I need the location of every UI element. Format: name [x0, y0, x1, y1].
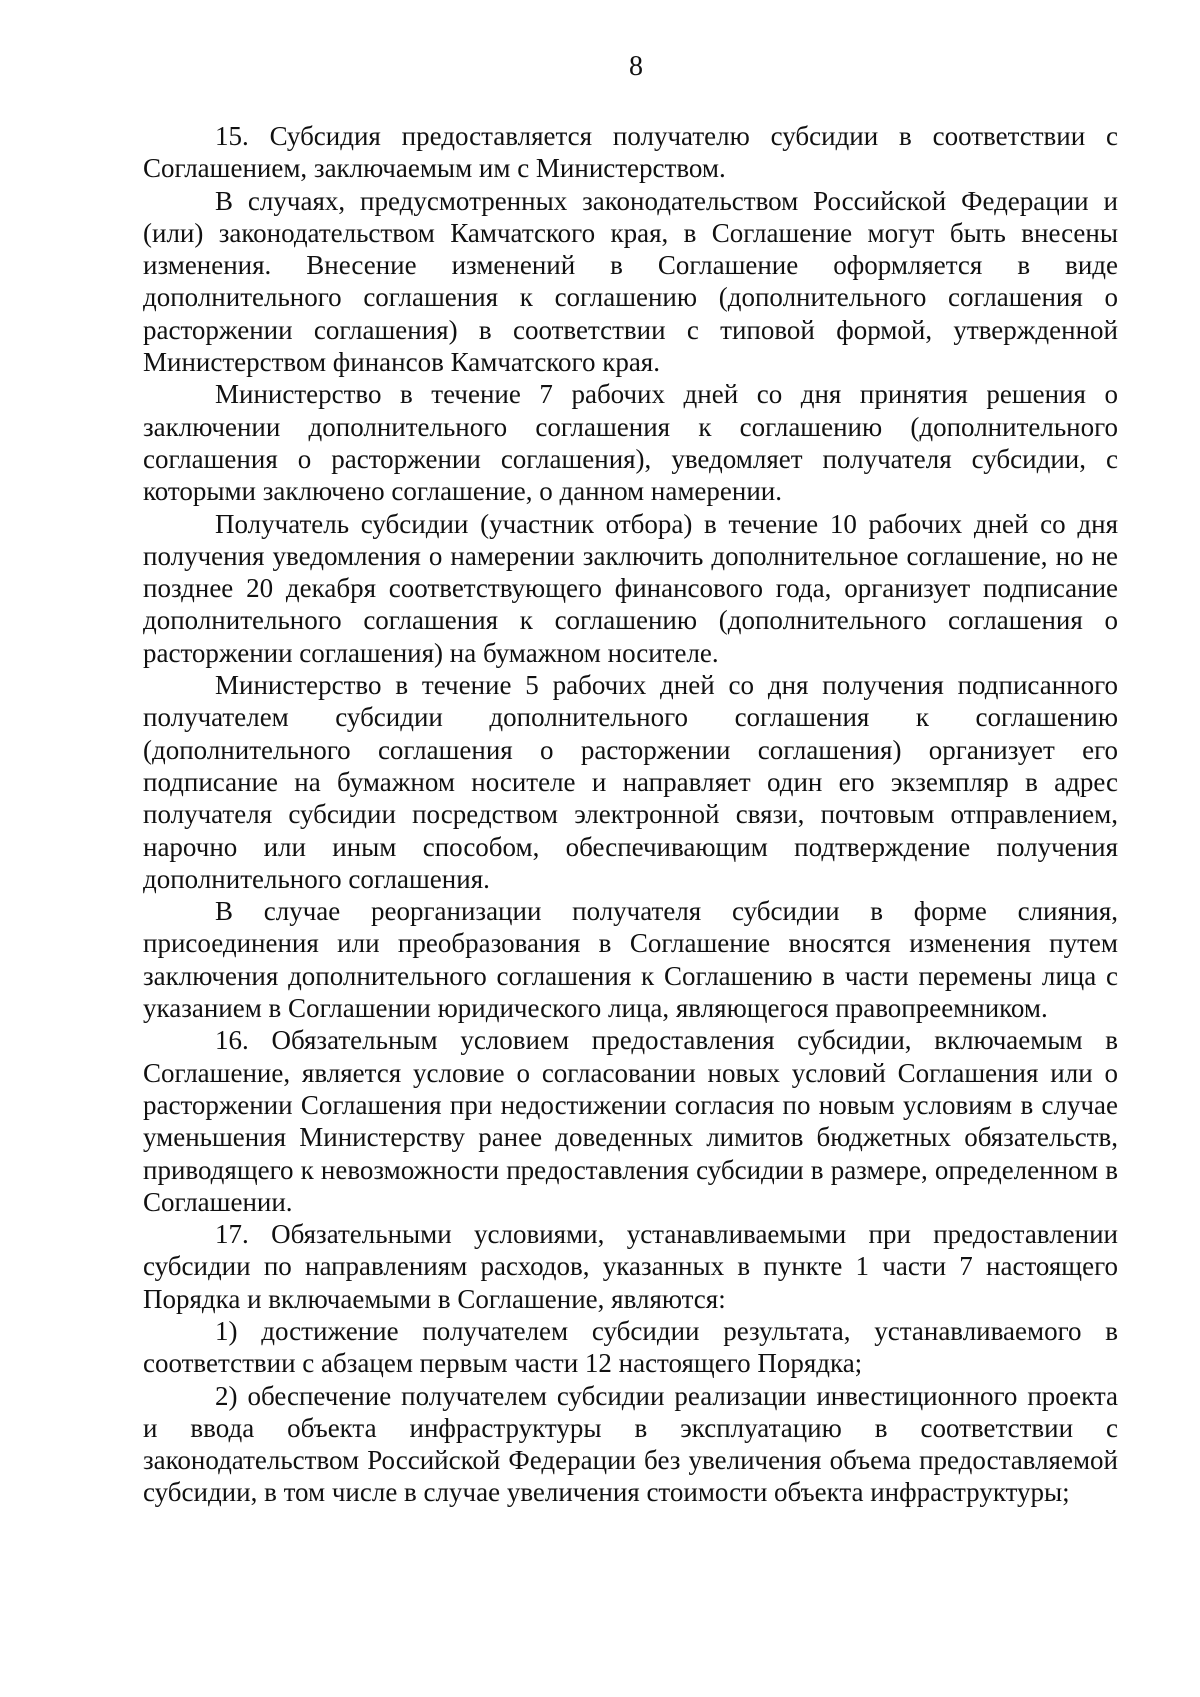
page-number: 8	[629, 51, 643, 82]
paragraph-amendments: В случаях, предусмотренных законодательством Российской Федерации и (или) законодательством Камчатского края, в Соглашение могут быть внесены изменения. Внесение изменений в Соглашение оформляется в виде дополнительного соглашения к соглашению (дополнительного соглашения о расторжении соглашения) в соответствии с типовой формой, утвержденной Министерством финансов Камчатского края.	[143, 185, 1118, 378]
list-item-1: 1) достижение получателем субсидии результата, устанавливаемого в соответствии с абзацем первым части 12 настоящего Порядка;	[143, 1315, 1118, 1379]
paragraph-16: 16. Обязательным условием предоставления субсидии, включаемым в Соглашение, является условие о согласовании новых условий Соглашения или о расторжении Соглашения при недостижении согласия по новым условиям в случае уменьшения Министерству ранее доведенных лимитов бюджетных обязательств, приводящего к невозможности предоставления субсидии в размере, определенном в Соглашении.	[143, 1025, 1118, 1217]
paragraph-reorganization: В случае реорганизации получателя субсидии в форме слияния, присоединения или преобразования в Соглашение вносятся изменения путем заключения дополнительного соглашения к Соглашению в части перемены лица с указанием в Соглашении юридического лица, являющегося правопреемником.	[143, 896, 1118, 1024]
paragraph-17: 17. Обязательными условиями, устанавливаемыми при предоставлении субсидии по направлениям расходов, указанных в пункте 1 части 7 настоящего Порядка и включаемыми в Соглашение, являются:	[143, 1219, 1118, 1314]
document-body	[143, 120, 1118, 1509]
paragraph-15: 15. Субсидия предоставляется получателю субсидии в соответствии с Соглашением, заключаемым им с Министерством.	[143, 121, 1118, 184]
list-item-2: 2) обеспечение получателем субсидии реализации инвестиционного проекта и ввода объекта инфраструктуры в эксплуатацию в соответствии с законодательством Российской Федерации без увеличения объема предоставляемой субсидии, в том числе в случае увеличения стоимости объекта инфраструктуры;	[143, 1380, 1118, 1508]
paragraph-ministry-notice: Министерство в течение 7 рабочих дней со дня принятия решения о заключении дополнительного соглашения к соглашению (дополнительного соглашения о расторжении соглашения), уведомляет получателя субсидии, с которыми заключено соглашение, о данном намерении.	[143, 379, 1118, 507]
paragraph-ministry-signing: Министерство в течение 5 рабочих дней со дня получения подписанного получателем субсидии дополнительного соглашения к соглашению (дополнительного соглашения о расторжении соглашения) организует его подписание на бумажном носителе и направляет один его экземпляр в адрес получателя субсидии посредством электронной связи, почтовым отправлением, нарочно или иным способом, обеспечивающим подтверждение получения дополнительного соглашения.	[143, 670, 1118, 894]
paragraph-recipient-signing: Получатель субсидии (участник отбора) в течение 10 рабочих дней со дня получения уведомления о намерении заключить дополнительное соглашение, но не позднее 20 декабря соответствующего финансового года, организует подписание дополнительного соглашения к соглашению (дополнительного соглашения о расторжении соглашения) на бумажном носителе.	[143, 508, 1118, 668]
